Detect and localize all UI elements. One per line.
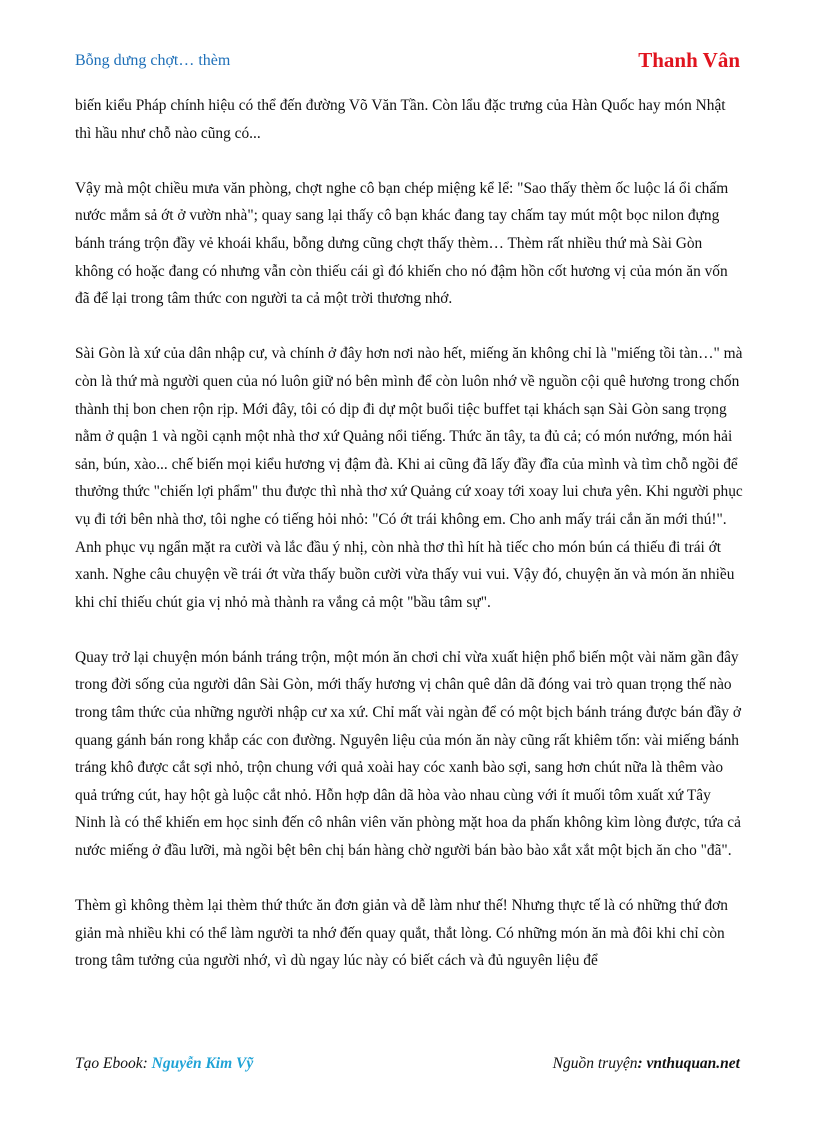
paragraph: Thèm gì không thèm lại thèm thứ thức ăn đơn giản và dễ làm như thế! Nhưng thực tế là có những thứ đơn giản mà nhiều khi có thể làm người ta nhớ đến quay quắt, thắt lòng. Có những món ăn mà đôi khi chỉ còn trong tâm tưởng của người nhớ, vì dù ngay lúc này có biết cách và đủ nguyên liệu để — [75, 897, 728, 970]
source-site[interactable]: vnthuquan.net — [646, 1055, 740, 1072]
ebook-label: Tạo Ebook — [75, 1055, 143, 1072]
author-name: Thanh Vân — [638, 48, 740, 72]
source-separator: : — [637, 1055, 647, 1072]
paragraph: Vậy mà một chiều mưa văn phòng, chợt nghe cô bạn chép miệng kể lể: "Sao thấy thèm ốc luộc lá ổi chấm nước mắm sả ớt ở vườn nhà"; quay sang lại thấy cô bạn khác đang tay chấm tay mút một bọc nilon đựng bánh tráng trộn đầy vẻ khoái khẩu, bỗng dưng cũng chợt thấy thèm… Thèm rất nhiều thứ mà Sài Gòn không có hoặc đang có nhưng vẫn còn thiếu cái gì đó khiến cho nó đậm hồn cốt hương vị của món ăn vốn đã để lại trong tâm thức con người ta cả một trời thương nhớ. — [75, 179, 729, 308]
source-label: Nguồn truyện — [552, 1055, 638, 1072]
ebook-separator: : — [142, 1055, 152, 1072]
paragraph: Sài Gòn là xứ của dân nhập cư, và chính ở đây hơn nơi nào hết, miếng ăn không chỉ là "miếng tồi tàn…" mà còn là thứ mà người quen của nó luôn giữ nó bên mình để còn luôn nhớ về nguồn cội quê hương trong chốn thành thị bon chen rộn rịp. Mới đây, tôi có dịp đi dự một buổi tiệc buffet tại khách sạn Sài Gòn sang trọng nằm ở quận 1 và ngồi cạnh một nhà thơ xứ Quảng nổi tiếng. Thức ăn tây, ta đủ cả; có món nướng, món hải sản, bún, xào... chế biến mọi kiểu hương vị đậm đà. Khi ai cũng đã lấy đầy đĩa của mình và tìm chỗ ngồi để thưởng thức "chiến lợi phẩm" thu được thì nhà thơ xứ Quảng cứ xoay tới xoay lui chưa yên. Khi người phục vụ đi tới bên nhà thơ, tôi nghe có tiếng hỏi nhỏ: "Có ớt trái không em. Cho anh mấy trái cắn ăn mới thú!". Anh phục vụ ngẩn mặt ra cười và lắc đầu ý nhị, còn nhà thơ thì hít hà tiếc cho món bún cá thiếu đi trái ớt xanh. Nghe câu chuyện về trái ớt vừa thấy buồn cười vừa thấy vui vui. Vậy đó, chuyện ăn và món ăn nhiều khi chỉ thiếu chút gia vị nhỏ mà thành ra vắng cả một "bầu tâm sự". — [75, 345, 743, 611]
ebook-creator-name: Nguyễn Kim Vỹ — [151, 1055, 254, 1072]
paragraph: Quay trở lại chuyện món bánh tráng trộn, một món ăn chơi chỉ vừa xuất hiện phổ biến một vài năm gần đây trong đời sống của người dân Sài Gòn, mới thấy hương vị chân quê dân dã đóng vai trò quan trọng thế nào trong tâm thức của những người nhập cư xa xứ. Chỉ mất vài ngàn để có một bịch bánh tráng được bán đầy ở quang gánh bán rong khắp các con đường. Nguyên liệu của món ăn này cũng rất khiêm tốn: vài miếng bánh tráng khô được cắt sợi nhỏ, trộn chung với quả xoài hay cóc xanh bào sợi, sang hơn chút nữa là thêm vào quả trứng cút, hay hột gà luộc cắt nhỏ. Hỗn hợp dân dã hòa vào nhau cùng với ít muối tôm xuất xứ Tây Ninh là có thể khiến em học sinh đến cô nhân viên văn phòng mặt hoa da phấn không kìm lòng được, tứa cả nước miếng ở đầu lưỡi, mà ngồi bệt bên chị bán hàng chờ người bán bào bào xắt xắt một bịch ăn cho "đã". — [75, 648, 741, 860]
ebook-credit — [75, 1055, 253, 1073]
source-credit — [553, 1055, 740, 1073]
book-title: Bỗng dưng chợt… thèm — [75, 52, 231, 69]
document-body — [75, 92, 743, 1003]
paragraph: biến kiểu Pháp chính hiệu có thể đến đường Võ Văn Tần. Còn lẩu đặc trưng của Hàn Quốc hay món Nhật thì hầu như chỗ nào cũng có... — [75, 97, 726, 142]
